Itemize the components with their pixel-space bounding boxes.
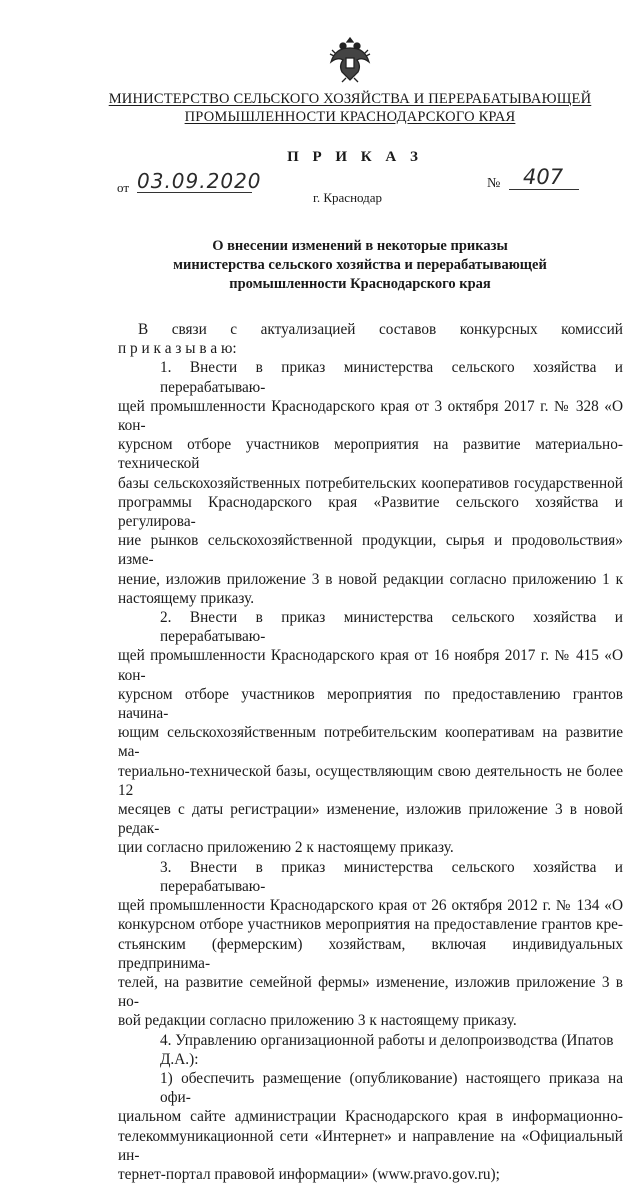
text-line: нение, изложив приложение 3 в новой редакции согласно приложению 1 к bbox=[118, 570, 623, 588]
intro-word: конкурсных bbox=[459, 321, 538, 338]
text-line: настоящему приказу. bbox=[118, 589, 255, 607]
order-body bbox=[118, 320, 623, 1184]
text-line: щей промышленности Краснодарского края от 16 ноября 2017 г. № 415 «О кон- bbox=[118, 647, 623, 684]
text-line: телекоммуникационной сети «Интернет» и направление на «Официальный ин- bbox=[118, 1127, 623, 1164]
intro-word: актуализацией bbox=[260, 321, 356, 338]
text-line: телей, на развитие семейной фермы» изменение, изложив приложение 3 в но- bbox=[118, 973, 623, 1011]
paragraph-4 bbox=[118, 1031, 623, 1184]
text-line: 1. Внести в приказ министерства сельского хозяйства и перерабатываю- bbox=[160, 359, 623, 396]
paragraph-2 bbox=[118, 608, 623, 858]
date-label: от bbox=[117, 180, 130, 195]
city: г. Краснодар bbox=[313, 190, 383, 205]
ministry-name-line2: ПРОМЫШЛЕННОСТИ КРАСНОДАРСКОГО КРАЯ bbox=[184, 109, 516, 125]
text-line: вой редакции согласно приложению 3 к настоящему приказу. bbox=[118, 1012, 517, 1030]
text-line: базы сельскохозяйственных потребительских кооперативов государственной bbox=[118, 474, 623, 492]
order-date: 03.09.2020 bbox=[137, 169, 262, 193]
text-line: месяцев с даты регистрации» изменение, изложив приложение 3 в новой редак- bbox=[118, 801, 623, 838]
intro-word: комиссий bbox=[561, 321, 623, 338]
order-title-line2: министерства сельского хозяйства и перерабатывающей bbox=[173, 257, 547, 273]
text-line: териально-технической базы, осуществляющим свою деятельность не более 12 bbox=[118, 762, 623, 799]
intro-word: В bbox=[138, 321, 149, 338]
text-line: ние рынков сельскохозяйственной продукции, сырья и продовольствия» изме- bbox=[118, 532, 623, 569]
text-line: 1) обеспечить размещение (опубликование) настоящего приказа на офи- bbox=[160, 1069, 623, 1107]
intro-word: с bbox=[230, 321, 238, 338]
text-line: 4. Управлению организационной работы и делопроизводства (Ипатов Д.А.): bbox=[160, 1031, 614, 1068]
text-line: ющим сельскохозяйственным потребительским кооперативам на развитие ма- bbox=[118, 724, 623, 761]
text-line: циальном сайте администрации Краснодарского края в информационно- bbox=[118, 1108, 623, 1126]
text-line: щей промышленности Краснодарского края от 3 октября 2017 г. № 328 «О кон- bbox=[118, 397, 623, 435]
order-number: 407 bbox=[509, 165, 579, 190]
paragraph-3 bbox=[118, 858, 623, 1031]
intro-line bbox=[118, 320, 623, 339]
text-line: конкурсном отборе участников мероприятия на предоставление грантов кре- bbox=[118, 916, 623, 934]
coat-of-arms-icon bbox=[328, 34, 372, 84]
intro-word: составов bbox=[378, 321, 437, 338]
number-label: № bbox=[487, 176, 501, 191]
text-line: ции согласно приложению 2 к настоящему приказу. bbox=[118, 839, 454, 857]
order-title-line3: промышленности Краснодарского края bbox=[229, 276, 491, 292]
text-line: стьянским (фермерским) хозяйствам, включая индивидуальных предпринима- bbox=[118, 935, 623, 972]
text-line: 3. Внести в приказ министерства сельского хозяйства и перерабатываю- bbox=[160, 858, 623, 895]
text-line: 2. Внести в приказ министерства сельского хозяйства и перерабатываю- bbox=[160, 609, 623, 646]
paragraph-1 bbox=[118, 358, 623, 608]
text-line: курсном отборе участников мероприятия на развитие материально-технической bbox=[118, 436, 623, 473]
text-line: курсном отборе участников мероприятия по предоставлению грантов начина- bbox=[118, 685, 623, 723]
text-line: щей промышленности Краснодарского края от 26 октября 2012 г. № 134 «О bbox=[118, 897, 623, 915]
decree-word: п р и к а з ы в а ю: bbox=[118, 340, 237, 358]
ministry-name-line1: МИНИСТЕРСТВО СЕЛЬСКОГО ХОЗЯЙСТВА И ПЕРЕРАБАТЫВАЮЩЕЙ bbox=[108, 91, 592, 107]
order-title-line1: О внесении изменений в некоторые приказы bbox=[212, 238, 508, 254]
intro-word: связи bbox=[171, 321, 207, 338]
text-line: программы Краснодарского края «Развитие сельского хозяйства и регулирова- bbox=[118, 493, 623, 531]
document-type: П Р И К А З bbox=[287, 149, 423, 165]
text-line: тернет-портал правовой информации» (www.pravo.gov.ru); bbox=[118, 1165, 500, 1183]
